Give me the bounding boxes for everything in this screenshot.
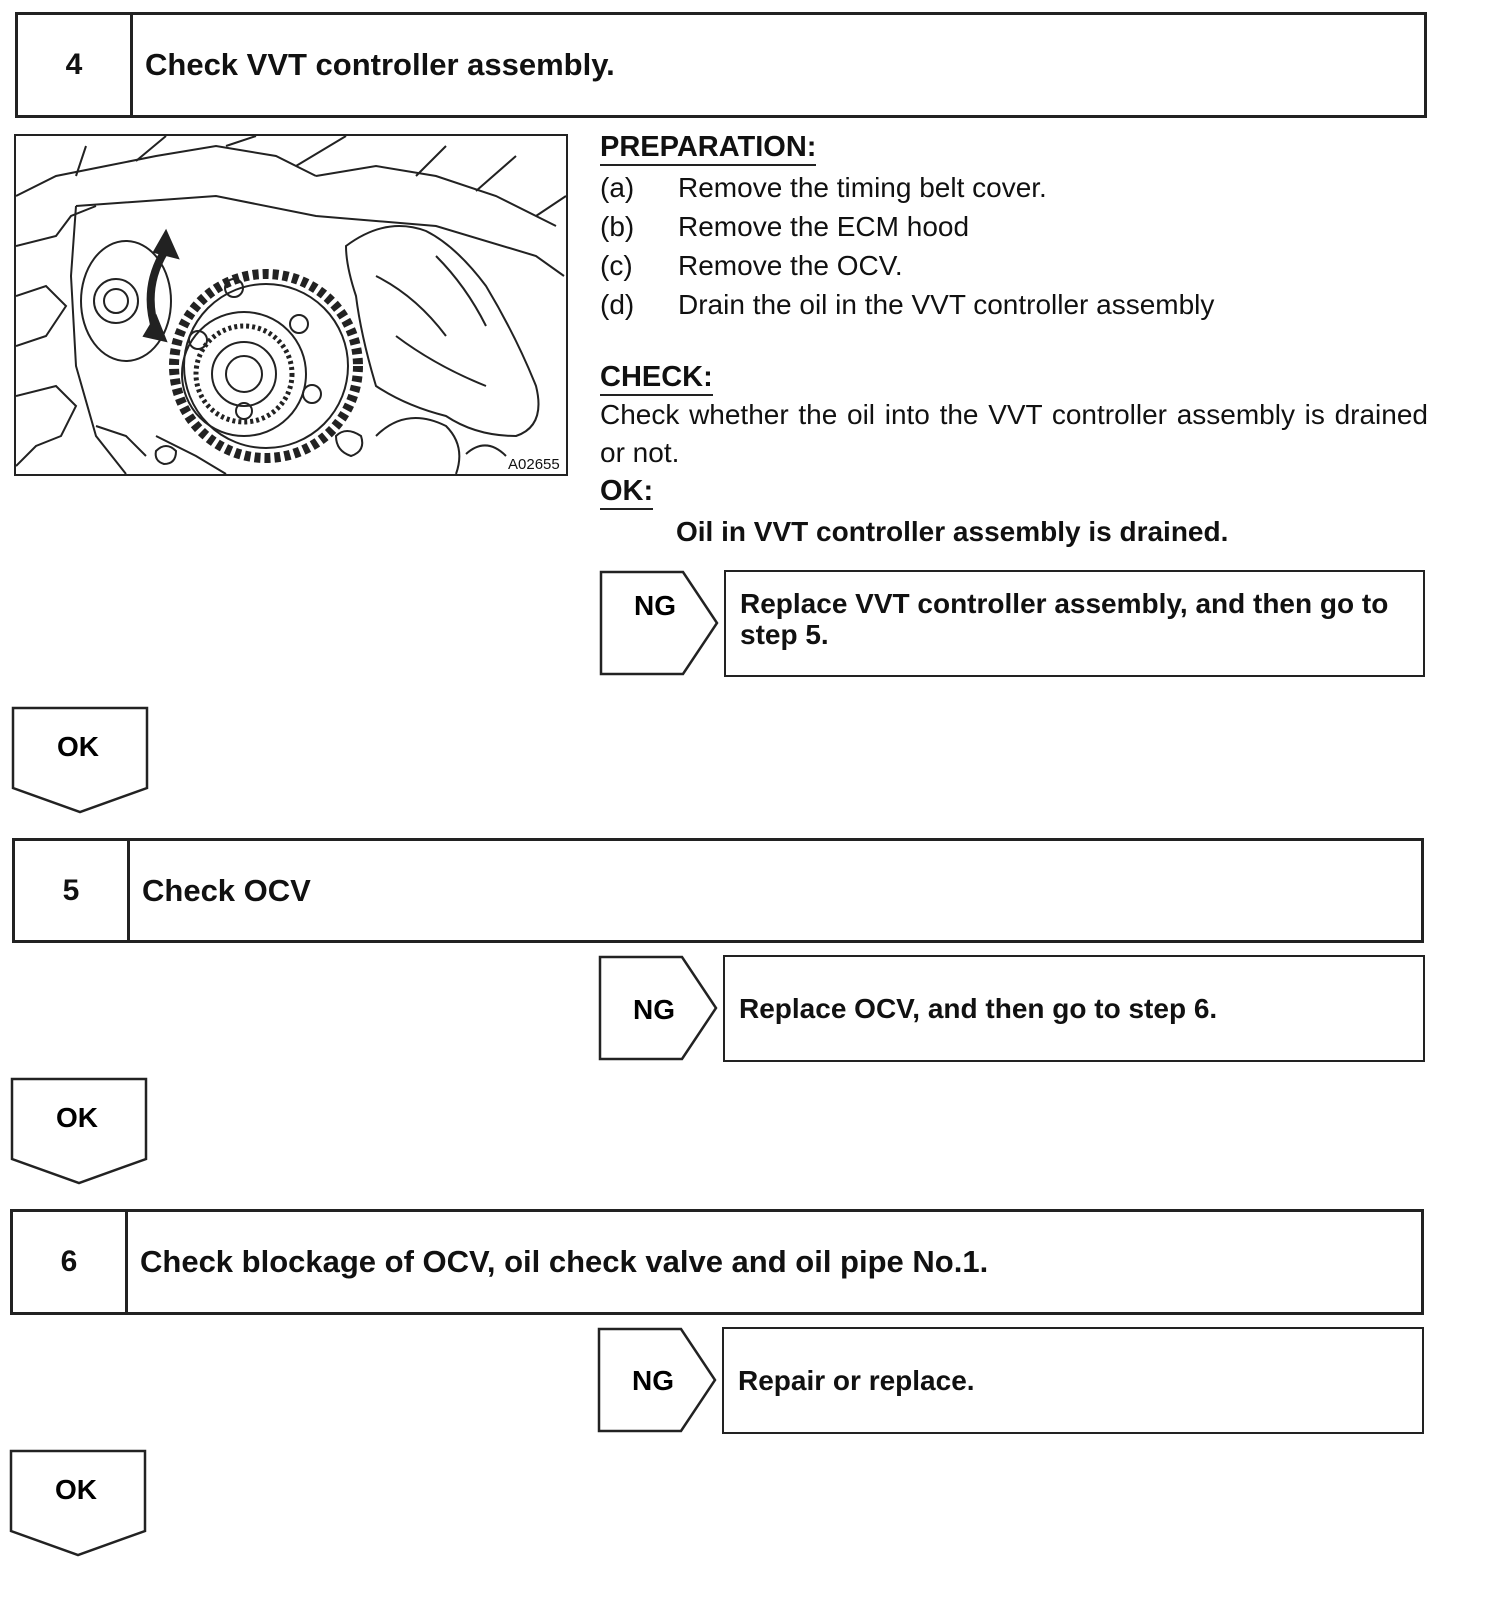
step-title: Check OCV (142, 872, 311, 908)
item-letter: (d) (600, 289, 635, 320)
figure-code: A02655 (508, 456, 560, 473)
ng-arrow-icon (598, 955, 722, 1063)
ok-section (600, 474, 1428, 548)
ng-label: NG (633, 994, 675, 1025)
item-text: Remove the timing belt cover. (678, 172, 1047, 203)
ok-label: OK (56, 1102, 98, 1133)
item-text: Remove the OCV. (678, 250, 903, 281)
item-text: Drain the oil in the VVT controller assembly (678, 289, 1215, 320)
item-text: Remove the ECM hood (678, 211, 970, 242)
item-letter: (a) (600, 172, 635, 203)
preparation-heading: PREPARATION: (600, 130, 816, 166)
ng-action-box: Replace OCV, and then go to step 6. (723, 955, 1425, 1062)
ng-action-box: Replace VVT controller assembly, and then go to step 5. (724, 570, 1425, 677)
ng-label: NG (634, 590, 676, 621)
timing-gear-illustration-icon (16, 136, 566, 474)
check-text: Check whether the oil into the VVT controller assembly is drained or not. (600, 399, 1428, 468)
ok-text: Oil in VVT controller assembly is drained. (676, 516, 1229, 547)
ng-label: NG (632, 1365, 674, 1396)
step-title: Check blockage of OCV, oil check valve and oil pipe No.1. (140, 1244, 989, 1279)
step-5-header (12, 838, 1424, 943)
step-number: 5 (15, 841, 130, 940)
ng-action-box: Repair or replace. (722, 1327, 1424, 1434)
step-6-header (10, 1209, 1424, 1315)
ok-arrow-icon (9, 1449, 149, 1559)
ok-label: OK (57, 731, 99, 762)
check-heading: CHECK: (600, 360, 713, 396)
check-section (600, 360, 1428, 472)
ok-arrow-icon (11, 706, 151, 816)
preparation-section (600, 130, 1428, 324)
item-letter: (b) (600, 211, 635, 242)
ng-arrow-icon (599, 570, 723, 678)
ok-arrow-icon (10, 1077, 150, 1187)
ok-heading: OK: (600, 474, 653, 510)
step-number: 6 (13, 1212, 128, 1312)
preparation-item (600, 285, 1428, 324)
preparation-item (600, 246, 1428, 285)
step-number: 4 (18, 15, 133, 115)
preparation-item (600, 207, 1428, 246)
timing-gear-figure (14, 134, 568, 476)
step-title: Check VVT controller assembly. (145, 47, 615, 82)
ok-label: OK (55, 1474, 97, 1505)
preparation-item (600, 168, 1428, 207)
ng-arrow-icon (597, 1327, 721, 1435)
item-letter: (c) (600, 250, 633, 281)
step-4-header (15, 12, 1427, 118)
